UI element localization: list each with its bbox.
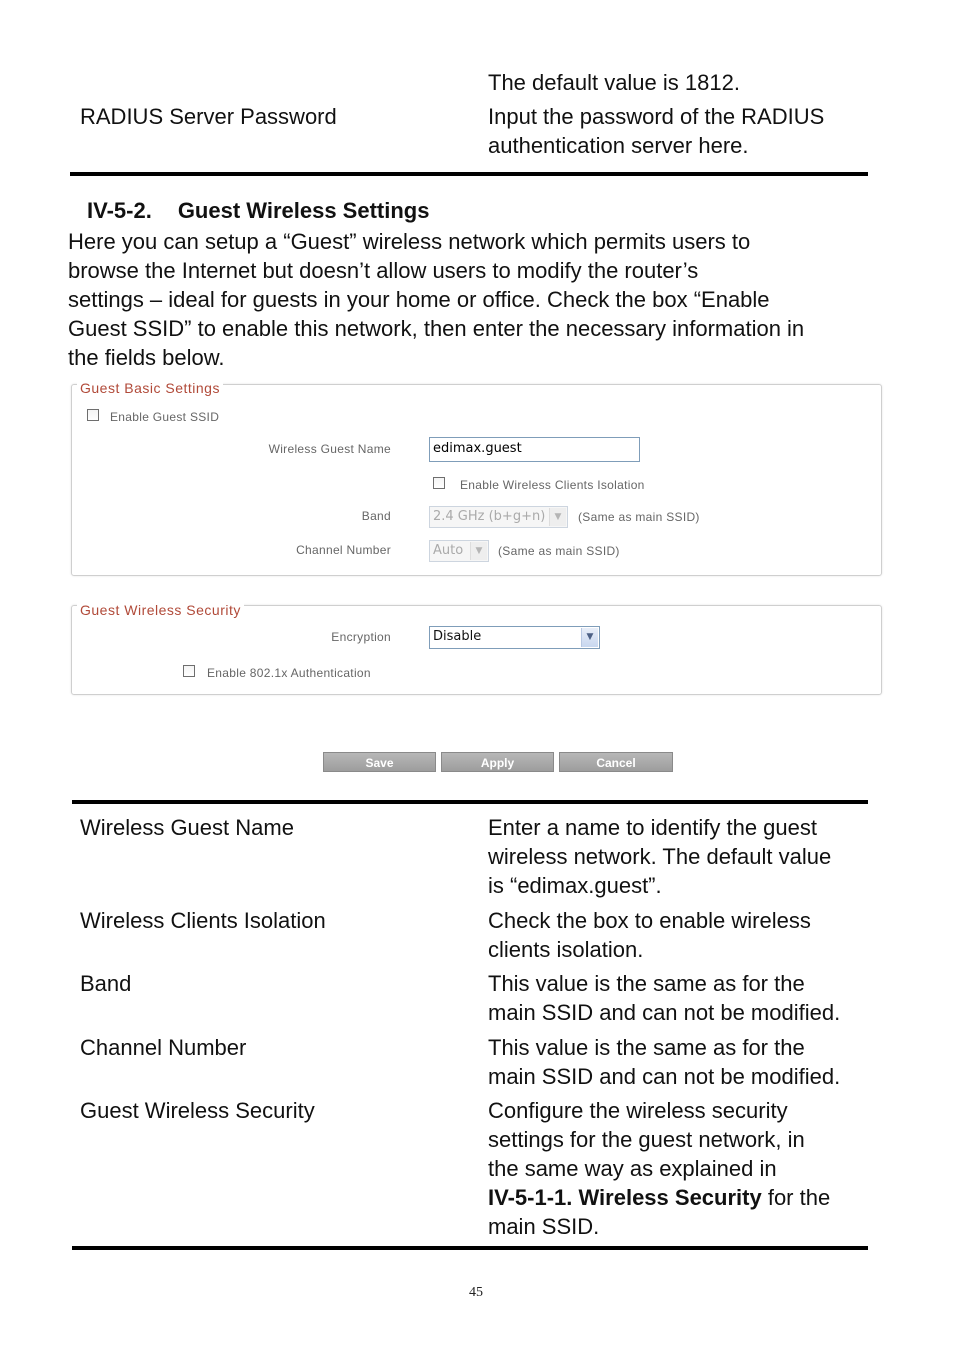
desc-line: main SSID and can not be modified. — [488, 1064, 841, 1089]
enable-8021x-checkbox[interactable] — [183, 665, 195, 677]
desc-tail: for the — [761, 1185, 831, 1210]
table-row-term: Guest Wireless Security — [80, 1098, 315, 1123]
desc-line: This value is the same as for the — [488, 1035, 805, 1060]
default-value-note: The default value is 1812. — [488, 70, 740, 95]
section-title: Guest Wireless Settings — [177, 198, 430, 223]
apply-button[interactable]: Apply — [441, 752, 554, 772]
encryption-label: Encryption — [331, 630, 391, 644]
channel-number-label: Channel Number — [296, 543, 391, 557]
desc-line: This value is the same as for the — [488, 971, 805, 996]
radius-password-desc-1: Input the password of the RADIUS — [488, 104, 825, 129]
band-value: 2.4 GHz (b+g+n) — [433, 509, 546, 524]
desc-line: Configure the wireless security — [488, 1098, 788, 1123]
intro-line-5: the fields below. — [68, 345, 225, 370]
intro-line-1: Here you can setup a “Guest” wireless network which permits users to — [68, 229, 751, 254]
guest-wireless-security-panel — [71, 605, 882, 695]
section-heading — [87, 196, 429, 225]
channel-note: (Same as main SSID) — [498, 544, 620, 558]
radius-password-desc-2: authentication server here. — [488, 133, 749, 158]
encryption-value: Disable — [433, 629, 482, 644]
page-number: 45 — [469, 1285, 483, 1300]
channel-number-select[interactable] — [429, 540, 489, 562]
table-row-desc — [488, 1033, 868, 1091]
enable-guest-ssid-checkbox[interactable] — [87, 409, 99, 421]
enable-guest-ssid-label: Enable Guest SSID — [110, 410, 220, 424]
table-row-desc — [488, 969, 868, 1027]
guest-basic-settings-legend: Guest Basic Settings — [77, 380, 223, 396]
desc-line — [488, 1183, 868, 1212]
desc-table-bottom-rule — [72, 1246, 868, 1250]
desc-line: the same way as explained in — [488, 1156, 777, 1181]
table-row-term: Wireless Clients Isolation — [80, 908, 326, 933]
wireless-guest-name-input[interactable]: edimax.guest — [429, 437, 640, 462]
desc-line: settings for the guest network, in — [488, 1127, 805, 1152]
table-row-desc — [488, 813, 868, 900]
table-row-desc — [488, 906, 868, 964]
table-row-desc — [488, 1096, 868, 1241]
table-row-term: Band — [80, 971, 132, 996]
desc-line: Enter a name to identify the guest — [488, 815, 817, 840]
intro-line-4: Guest SSID” to enable this network, then enter the necessary information in — [68, 316, 805, 341]
table-bottom-rule — [70, 172, 868, 176]
chevron-down-icon: ▼ — [470, 542, 487, 560]
chevron-down-icon: ▼ — [581, 628, 598, 647]
desc-line: Check the box to enable wireless — [488, 908, 811, 933]
wireless-guest-name-label: Wireless Guest Name — [268, 442, 391, 456]
desc-line: main SSID and can not be modified. — [488, 1000, 841, 1025]
table-row-term: Channel Number — [80, 1035, 247, 1060]
band-note: (Same as main SSID) — [578, 510, 700, 524]
isolation-checkbox[interactable] — [433, 477, 445, 489]
desc-line: is “edimax.guest”. — [488, 873, 662, 898]
channel-value: Auto — [433, 543, 464, 558]
guest-wireless-security-legend: Guest Wireless Security — [77, 602, 244, 618]
encryption-select[interactable] — [429, 626, 600, 649]
radius-password-term: RADIUS Server Password — [80, 104, 337, 129]
table-row-term: Wireless Guest Name — [80, 815, 294, 840]
intro-line-3: settings – ideal for guests in your home or office. Check the box “Enable — [68, 287, 770, 312]
desc-line: clients isolation. — [488, 937, 644, 962]
desc-line: wireless network. The default value — [488, 844, 832, 869]
save-button[interactable]: Save — [323, 752, 436, 772]
section-number: IV-5-2. — [87, 198, 152, 223]
desc-line: main SSID. — [488, 1214, 600, 1239]
chevron-down-icon: ▼ — [549, 508, 566, 526]
enable-8021x-label: Enable 802.1x Authentication — [207, 666, 371, 680]
cancel-button[interactable]: Cancel — [559, 752, 673, 772]
intro-line-2: browse the Internet but doesn’t allow users to modify the router’s — [68, 258, 699, 283]
band-select[interactable] — [429, 506, 568, 528]
band-label: Band — [361, 509, 391, 523]
isolation-label: Enable Wireless Clients Isolation — [460, 478, 645, 492]
desc-table-top-rule — [72, 800, 868, 804]
section-reference: IV-5-1-1. Wireless Security — [488, 1185, 762, 1210]
